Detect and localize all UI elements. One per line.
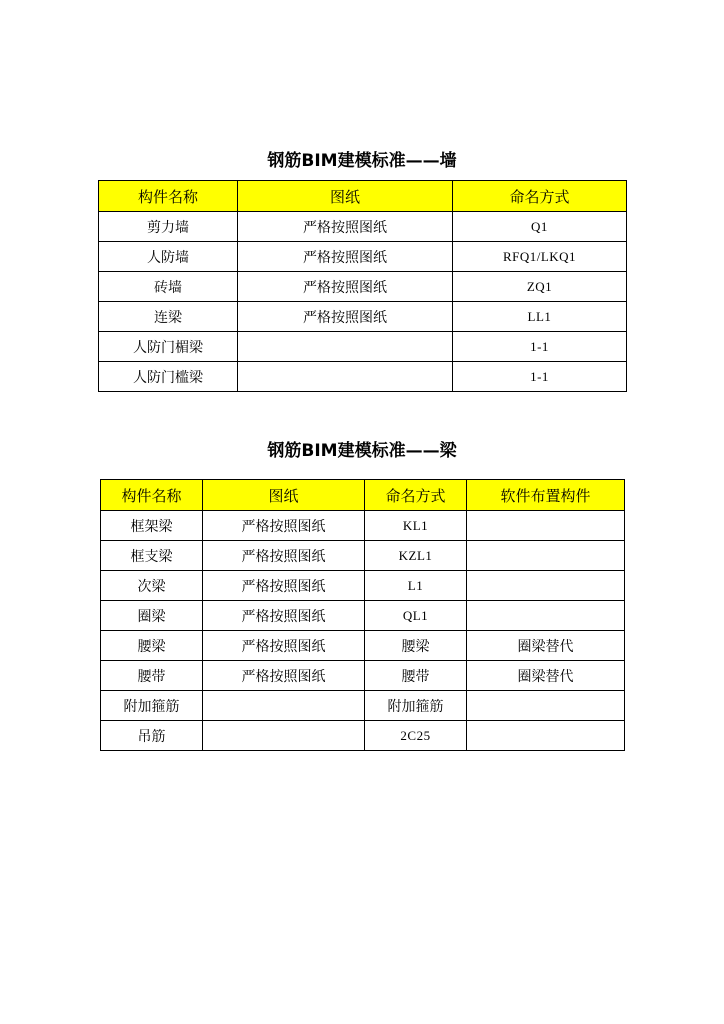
table-row (101, 601, 625, 631)
table-row (99, 272, 627, 302)
naming-cell: RFQ1/LKQ1 (453, 242, 627, 272)
software-component-cell (467, 691, 625, 721)
drawing-cell: 严格按照图纸 (203, 571, 365, 601)
naming-cell: 2C25 (365, 721, 467, 751)
software-component-cell (467, 511, 625, 541)
component-name-cell: 圈梁 (101, 601, 203, 631)
beam-standard-table (100, 479, 625, 751)
drawing-cell: 严格按照图纸 (238, 302, 453, 332)
drawing-cell: 严格按照图纸 (238, 242, 453, 272)
component-name-cell: 砖墙 (99, 272, 238, 302)
component-name-cell: 吊筋 (101, 721, 203, 751)
table-row (99, 332, 627, 362)
naming-cell: L1 (365, 571, 467, 601)
drawing-cell: 严格按照图纸 (203, 601, 365, 631)
drawing-cell (238, 332, 453, 362)
table-row (101, 571, 625, 601)
software-component-cell: 圈梁替代 (467, 631, 625, 661)
table-row (101, 541, 625, 571)
drawing-cell (238, 362, 453, 392)
header-component-name: 构件名称 (99, 181, 238, 212)
naming-cell: 1-1 (453, 332, 627, 362)
drawing-cell (203, 721, 365, 751)
header-component-name: 构件名称 (101, 480, 203, 511)
component-name-cell: 框架梁 (101, 511, 203, 541)
software-component-cell (467, 541, 625, 571)
table-row (99, 212, 627, 242)
table-row (101, 631, 625, 661)
header-drawing: 图纸 (203, 480, 365, 511)
table-row (99, 242, 627, 272)
header-drawing: 图纸 (238, 181, 453, 212)
table-row (101, 511, 625, 541)
naming-cell: 附加箍筋 (365, 691, 467, 721)
software-component-cell (467, 571, 625, 601)
component-name-cell: 次梁 (101, 571, 203, 601)
component-name-cell: 连梁 (99, 302, 238, 332)
table-header-row (101, 480, 625, 511)
component-name-cell: 附加箍筋 (101, 691, 203, 721)
software-component-cell (467, 721, 625, 751)
component-name-cell: 人防门楣梁 (99, 332, 238, 362)
software-component-cell: 圈梁替代 (467, 661, 625, 691)
wall-standard-table (98, 180, 627, 392)
naming-cell: 腰梁 (365, 631, 467, 661)
drawing-cell: 严格按照图纸 (203, 511, 365, 541)
naming-cell: QL1 (365, 601, 467, 631)
naming-cell: 腰带 (365, 661, 467, 691)
software-component-cell (467, 601, 625, 631)
table-row (99, 302, 627, 332)
naming-cell: LL1 (453, 302, 627, 332)
naming-cell: ZQ1 (453, 272, 627, 302)
component-name-cell: 框支梁 (101, 541, 203, 571)
naming-cell: 1-1 (453, 362, 627, 392)
beam-standard-title: 钢筋BIM建模标准——梁 (267, 441, 457, 461)
component-name-cell: 人防墙 (99, 242, 238, 272)
drawing-cell: 严格按照图纸 (238, 212, 453, 242)
component-name-cell: 剪力墙 (99, 212, 238, 242)
component-name-cell: 腰梁 (101, 631, 203, 661)
naming-cell: KL1 (365, 511, 467, 541)
drawing-cell: 严格按照图纸 (238, 272, 453, 302)
header-software-component: 软件布置构件 (467, 480, 625, 511)
component-name-cell: 腰带 (101, 661, 203, 691)
header-naming: 命名方式 (365, 480, 467, 511)
component-name-cell: 人防门槛梁 (99, 362, 238, 392)
drawing-cell: 严格按照图纸 (203, 631, 365, 661)
table-row (99, 362, 627, 392)
table-row (101, 661, 625, 691)
table-row (101, 721, 625, 751)
drawing-cell: 严格按照图纸 (203, 541, 365, 571)
table-header-row (99, 181, 627, 212)
drawing-cell (203, 691, 365, 721)
naming-cell: Q1 (453, 212, 627, 242)
wall-standard-title: 钢筋BIM建模标准——墙 (267, 151, 457, 171)
header-naming: 命名方式 (453, 181, 627, 212)
table-row (101, 691, 625, 721)
naming-cell: KZL1 (365, 541, 467, 571)
drawing-cell: 严格按照图纸 (203, 661, 365, 691)
